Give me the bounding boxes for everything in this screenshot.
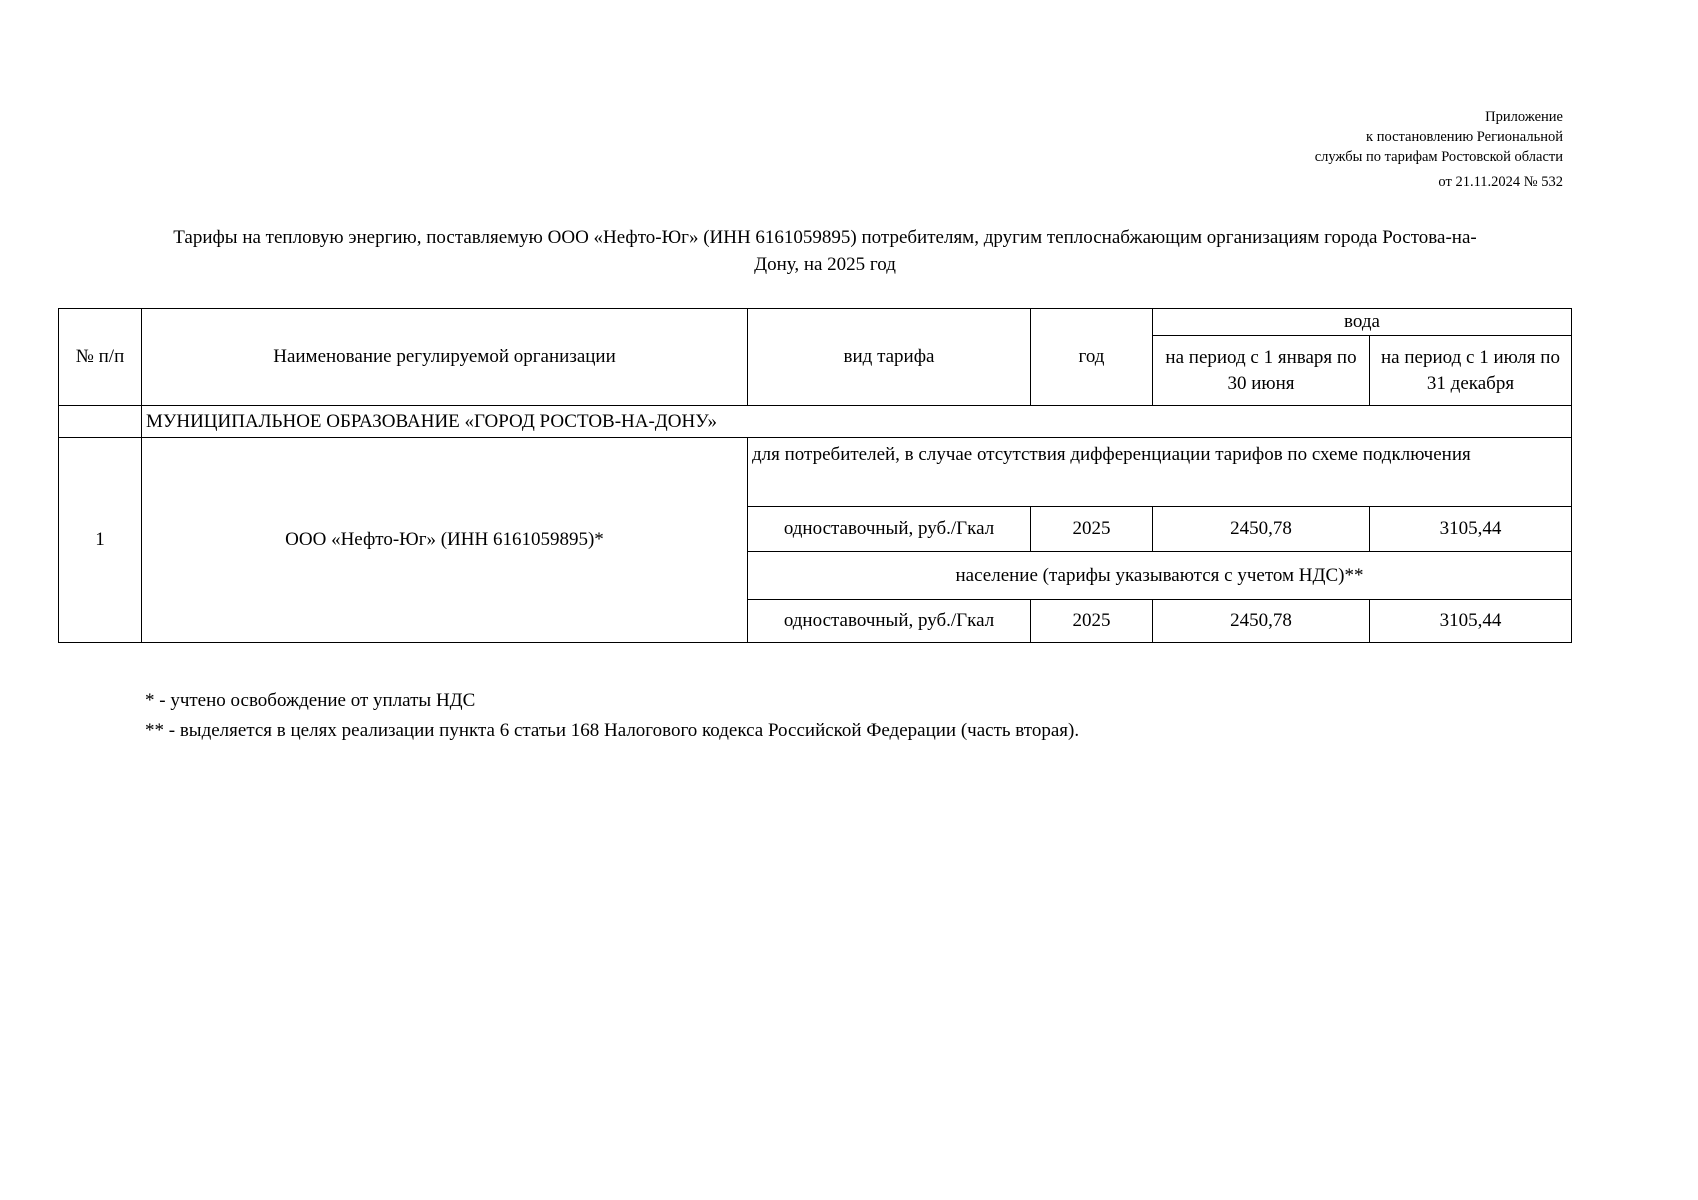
section2-value-period-2: 3105,44 (1370, 600, 1572, 643)
section2-year: 2025 (1031, 600, 1153, 643)
municipality-row: МУНИЦИПАЛЬНОЕ ОБРАЗОВАНИЕ «ГОРОД РОСТОВ-НА-ДОНУ» (142, 406, 1572, 438)
appendix-line-2: к постановлению Региональной (1366, 129, 1563, 145)
header-tariff-type: вид тарифа (748, 309, 1031, 406)
tariffs-table (58, 308, 1572, 643)
header-water: вода (1153, 309, 1572, 336)
municipality-num-cell (59, 406, 142, 438)
section2-value-period-1: 2450,78 (1153, 600, 1370, 643)
header-period-2: на период с 1 июля по 31 декабря (1370, 336, 1572, 406)
document-title (70, 224, 1580, 278)
appendix-date: от 21.11.2024 № 532 (1438, 174, 1563, 190)
section1-value-period-2: 3105,44 (1370, 507, 1572, 552)
header-org: Наименование регулируемой организации (142, 309, 748, 406)
footnote-1: * - учтено освобождение от уплаты НДС (145, 690, 476, 711)
appendix-block (1315, 107, 1563, 192)
header-num: № п/п (59, 309, 142, 406)
header-year: год (1031, 309, 1153, 406)
section-consumers: для потребителей, в случае отсутствия дифференциации тарифов по схеме подключения (748, 438, 1572, 507)
title-line-2: Дону, на 2025 год (754, 254, 896, 275)
appendix-line-3: службы по тарифам Ростовской области (1314, 149, 1563, 165)
section-population: население (тарифы указываются с учетом НДС)** (748, 552, 1572, 600)
row-org: ООО «Нефто-Юг» (ИНН 6161059895)* (142, 438, 748, 643)
section2-tariff-type: одноставочный, руб./Гкал (748, 600, 1031, 643)
appendix-line-1: Приложение (1485, 109, 1563, 125)
section1-year: 2025 (1031, 507, 1153, 552)
footnote-2: ** - выделяется в целях реализации пункта 6 статьи 168 Налогового кодекса Российской Федерации (часть вторая). (145, 720, 1080, 741)
section1-value-period-1: 2450,78 (1153, 507, 1370, 552)
header-period-1: на период с 1 января по 30 июня (1153, 336, 1370, 406)
section1-tariff-type: одноставочный, руб./Гкал (748, 507, 1031, 552)
row-num: 1 (59, 438, 142, 643)
footnotes (145, 686, 1079, 746)
title-line-1: Тарифы на тепловую энергию, поставляемую ООО «Нефто-Юг» (ИНН 6161059895) потребителям, другим теплоснабжающим организациям города Ростова-на- (173, 227, 1477, 248)
